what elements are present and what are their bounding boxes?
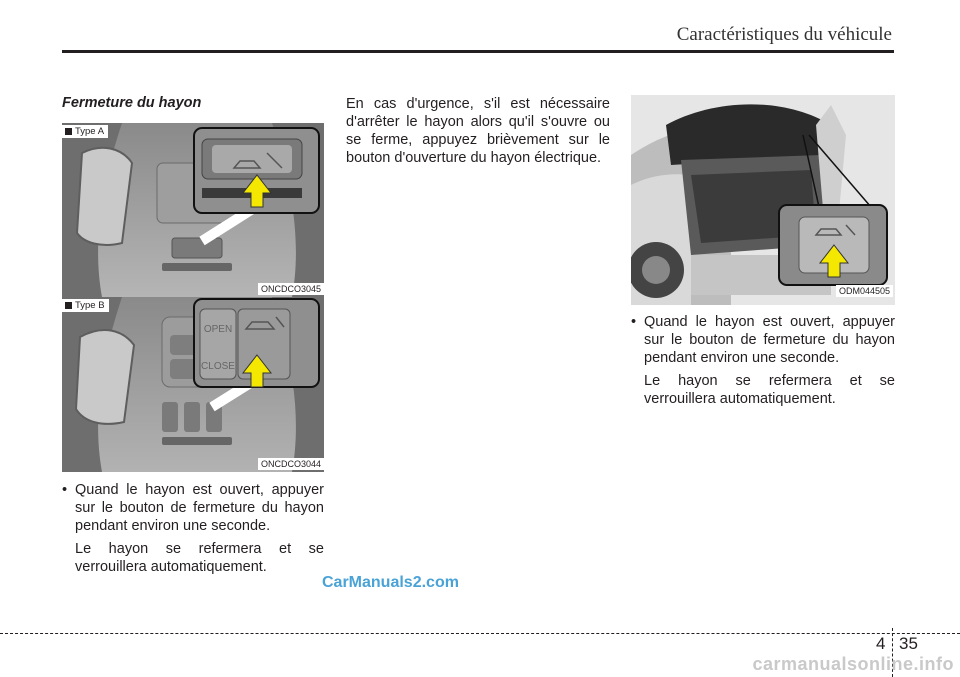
section-title: Fermeture du hayon (62, 95, 202, 111)
bullet-square-icon (65, 302, 72, 309)
right-bullet-follow-text: Le hayon se refermera et se verrouillera automatiquement. (644, 373, 895, 407)
right-bullet-text: Quand le hayon est ouvert, appuyer sur le bouton de fermeture du hayon pendant environ une seconde. (644, 314, 895, 366)
watermark-link[interactable]: CarManuals2.com (322, 574, 459, 591)
type-a-label (62, 125, 108, 138)
right-bullet-item (631, 313, 895, 408)
figure-car-tailgate (631, 95, 895, 305)
car-figure-code: ODM044505 (836, 285, 893, 297)
type-b-code: ONCDCO3044 (258, 458, 324, 470)
left-bullet-text: Quand le hayon est ouvert, appuyer sur le bouton de fermeture du hayon pendant environ une seconde. (75, 482, 324, 534)
bullet-dot: • (631, 314, 637, 330)
type-a-label-text: Type A (75, 126, 105, 137)
left-bullet-follow-text: Le hayon se refermera et se verrouillera automatiquement. (75, 541, 324, 575)
type-b-label-text: Type B (75, 300, 105, 311)
type-b-close-text: CLOSE (201, 361, 235, 372)
type-a-code: ONCDCO3045 (258, 283, 324, 295)
bullet-square-icon (65, 128, 72, 135)
middle-paragraph: En cas d'urgence, s'il est nécessaire d'arrêter le hayon alors qu'il s'ouvre ou se ferme, appuyez brièvement sur le bouton d'ouverture du hayon électrique. (346, 96, 610, 166)
type-b-open-text: OPEN (203, 324, 233, 335)
header-rule (62, 50, 894, 53)
figure-type-a (62, 123, 324, 297)
bullet-dot: • (62, 482, 68, 498)
type-b-label (62, 299, 109, 312)
footer-site-mark: carmanualsonline.info (752, 654, 954, 674)
page-header-title: Caractéristiques du véhicule (676, 24, 892, 45)
figure-type-b (62, 297, 324, 472)
footer-page-number: 35 (899, 634, 918, 653)
footer-chapter-number: 4 (876, 634, 886, 653)
left-bullet-item (62, 481, 324, 576)
footer-rule (0, 633, 960, 634)
